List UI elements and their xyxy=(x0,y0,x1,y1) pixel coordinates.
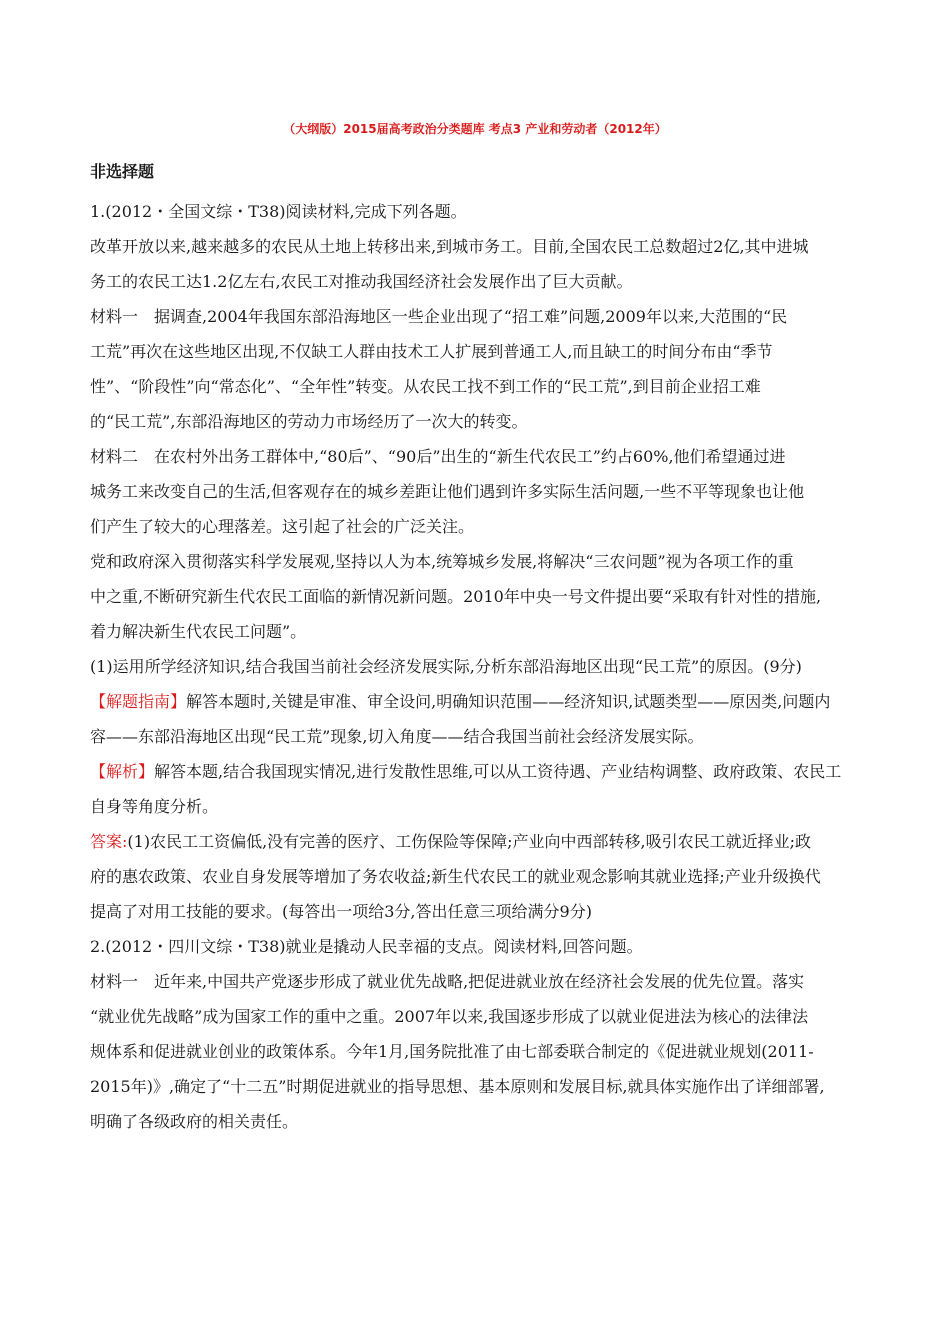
section-heading: 非选择题 xyxy=(90,162,155,181)
material-1-line-4: 的“民工荒”,东部沿海地区的劳动力市场经历了一次大的转变。 xyxy=(90,412,528,431)
material-1-line-1: 材料一 据调查,2004年我国东部沿海地区一些企业出现了“招工难”问题,2009年以来,大范围的“民 xyxy=(90,307,788,326)
answer-line-2: 府的惠农政策、农业自身发展等增加了务农收益;新生代农民工的就业观念影响其就业选择;产业升级换代 xyxy=(90,867,821,886)
q2-material-1-line-3: 规体系和促进就业创业的政策体系。今年1月,国务院批准了由七部委联合制定的《促进就业规划(2011- xyxy=(90,1042,814,1061)
guide-label: 【解题指南】 xyxy=(90,692,187,711)
guide-text: 解答本题时,关键是审准、审全设问,明确知识范围——经济知识,试题类型——原因类,问题内 xyxy=(186,692,831,711)
analysis-text: 解答本题,结合我国现实情况,进行发散性思维,可以从工资待遇、产业结构调整、政府政策、农民工 xyxy=(154,762,842,781)
material-2-line-3: 们产生了较大的心理落差。这引起了社会的广泛关注。 xyxy=(90,517,475,536)
material-2-line-1: 材料二 在农村外出务工群体中,“80后”、“90后”出生的“新生代农民工”约占60%,他们希望通过进 xyxy=(90,447,786,466)
answer-line-1 xyxy=(90,832,811,852)
analysis-label: 【解析】 xyxy=(90,762,155,781)
analysis-line-1 xyxy=(90,762,841,782)
intro-line-1: 改革开放以来,越来越多的农民从土地上转移出来,到城市务工。目前,全国农民工总数超过2亿,其中进城 xyxy=(90,237,809,256)
material-2-line-2: 城务工来改变自己的生活,但客观存在的城乡差距让他们遇到许多实际生活问题,一些不平等现象也让他 xyxy=(90,482,805,501)
answer-label: 答案: xyxy=(90,832,128,851)
policy-line-2: 中之重,不断研究新生代农民工面临的新情况新问题。2010年中央一号文件提出要“采取有针对性的措施, xyxy=(90,587,822,606)
answer-text: (1)农民工工资偏低,没有完善的医疗、工伤保险等保障;产业向中西部转移,吸引农民工就近择业;政 xyxy=(127,832,812,851)
q2-material-1-line-1: 材料一 近年来,中国共产党逐步形成了就业优先战略,把促进就业放在经济社会发展的优先位置。落实 xyxy=(90,972,805,991)
q2-material-1-line-5: 明确了各级政府的相关责任。 xyxy=(90,1112,299,1131)
answer-line-3: 提高了对用工技能的要求。(每答出一项给3分,答出任意三项给满分9分) xyxy=(90,902,592,921)
document-title: （大纲版）2015届高考政治分类题库 考点3 产业和劳动者（2012年） xyxy=(283,122,667,136)
policy-line-3: 着力解决新生代农民工问题”。 xyxy=(90,622,307,641)
question-1-stem: 1.(2012・全国文综・T38)阅读材料,完成下列各题。 xyxy=(90,202,467,221)
question-2-stem: 2.(2012・四川文综・T38)就业是撬动人民幸福的支点。阅读材料,回答问题。 xyxy=(90,937,643,956)
policy-line-1: 党和政府深入贯彻落实科学发展观,坚持以人为本,统筹城乡发展,将解决“三农问题”视为各项工作的重 xyxy=(90,552,794,571)
sub-question-1: (1)运用所学经济知识,结合我国当前社会经济发展实际,分析东部沿海地区出现“民工荒”的原因。(9分) xyxy=(90,657,802,676)
intro-line-2: 务工的农民工达1.2亿左右,农民工对推动我国经济社会发展作出了巨大贡献。 xyxy=(90,272,633,291)
material-1-line-3: 性”、“阶段性”向“常态化”、“全年性”转变。从农民工找不到工作的“民工荒”,到目前企业招工难 xyxy=(90,377,761,396)
guide-line-2: 容——东部沿海地区出现“民工荒”现象,切入角度——结合我国当前社会经济发展实际。 xyxy=(90,727,704,746)
material-1-line-2: 工荒”再次在这些地区出现,不仅缺工人群由技术工人扩展到普通工人,而且缺工的时间分布由“季节 xyxy=(90,342,773,361)
analysis-line-2: 自身等角度分析。 xyxy=(90,797,219,816)
q2-material-1-line-4: 2015年)》,确定了“十二五”时期促进就业的指导思想、基本原则和发展目标,就具体实施作出了详细部署, xyxy=(90,1077,825,1096)
q2-material-1-line-2: “就业优先战略”成为国家工作的重中之重。2007年以来,我国逐步形成了以就业促进法为核心的法律法 xyxy=(90,1007,809,1026)
guide-line-1 xyxy=(90,692,830,712)
